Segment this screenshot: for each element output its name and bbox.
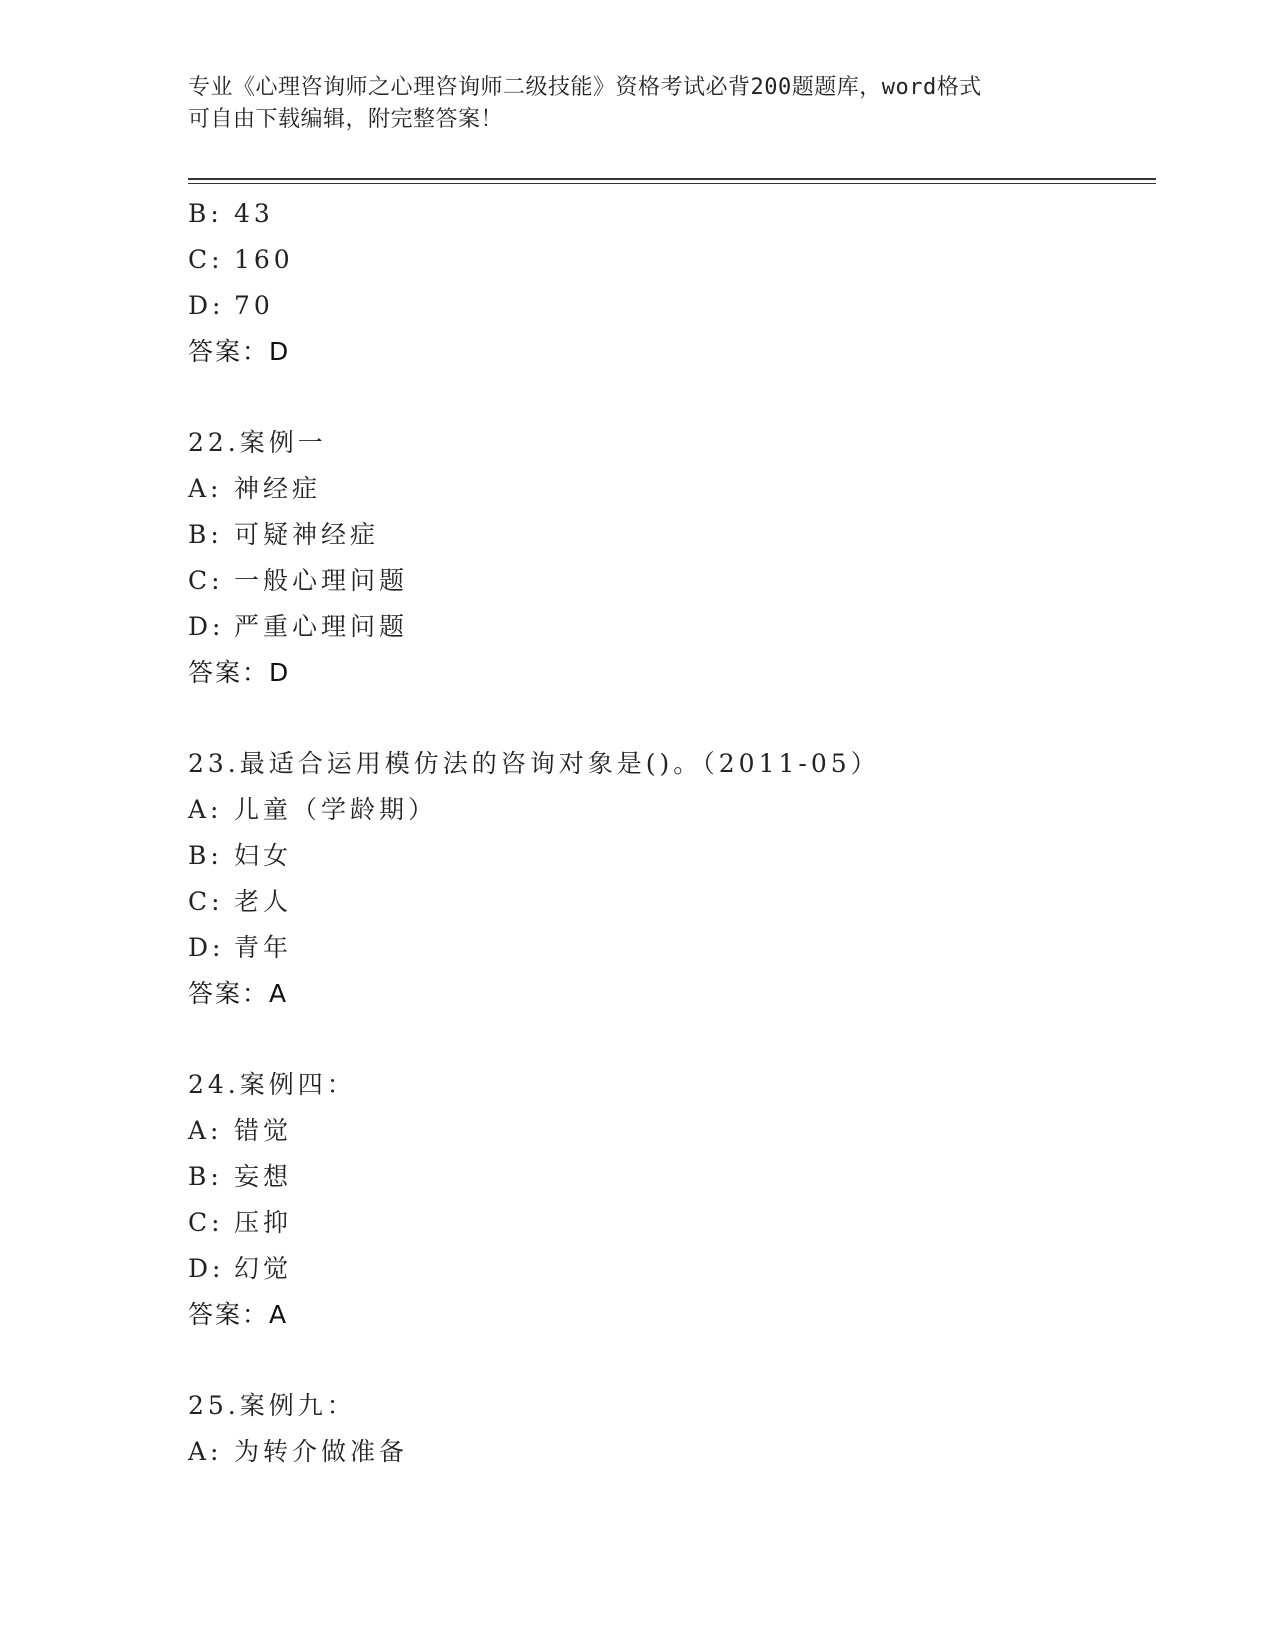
answer-line: 答案：D <box>188 658 291 687</box>
question-block-23 <box>188 741 1148 1017</box>
option-d: D: 严重心理问题 <box>188 612 409 641</box>
option-a: A: 错觉 <box>188 1116 293 1145</box>
header-title-line-2: 可自由下载编辑，附完整答案！ <box>188 107 504 132</box>
option-b: B: 妇女 <box>188 841 293 870</box>
option-b: B: 43 <box>188 199 274 228</box>
option-b: B: 可疑神经症 <box>188 520 380 549</box>
option-a: A: 神经症 <box>188 474 322 503</box>
option-a: A: 儿童（学龄期） <box>188 795 438 824</box>
question-block-24 <box>188 1062 1148 1338</box>
option-c: C: 老人 <box>188 887 293 916</box>
question-stem: 22.案例一 <box>188 428 327 457</box>
option-d: D: 幻觉 <box>188 1254 293 1283</box>
option-c: C: 压抑 <box>188 1208 293 1237</box>
option-d: D: 70 <box>188 291 274 320</box>
question-stem: 24.案例四： <box>188 1070 356 1099</box>
header-divider-thin <box>188 183 1156 184</box>
header-divider-thick <box>188 178 1156 180</box>
question-list <box>188 191 1148 1475</box>
answer-line: 答案：A <box>188 979 289 1008</box>
answer-line: 答案：A <box>188 1300 289 1329</box>
option-c: C: 160 <box>188 245 294 274</box>
question-stem: 23.最适合运用模仿法的咨询对象是()。（2011-05） <box>188 749 880 778</box>
question-block-21 <box>188 191 1148 375</box>
answer-line: 答案：D <box>188 337 291 366</box>
question-block-22 <box>188 420 1148 696</box>
question-block-25 <box>188 1383 1148 1475</box>
document-header <box>188 72 1088 136</box>
option-a: A: 为转介做准备 <box>188 1437 409 1466</box>
option-d: D: 青年 <box>188 933 293 962</box>
option-b: B: 妄想 <box>188 1162 293 1191</box>
header-title-line-1: 专业《心理咨询师之心理咨询师二级技能》资格考试必背200题题库，word格式 <box>188 75 982 100</box>
option-c: C: 一般心理问题 <box>188 566 409 595</box>
question-stem: 25.案例九： <box>188 1391 356 1420</box>
